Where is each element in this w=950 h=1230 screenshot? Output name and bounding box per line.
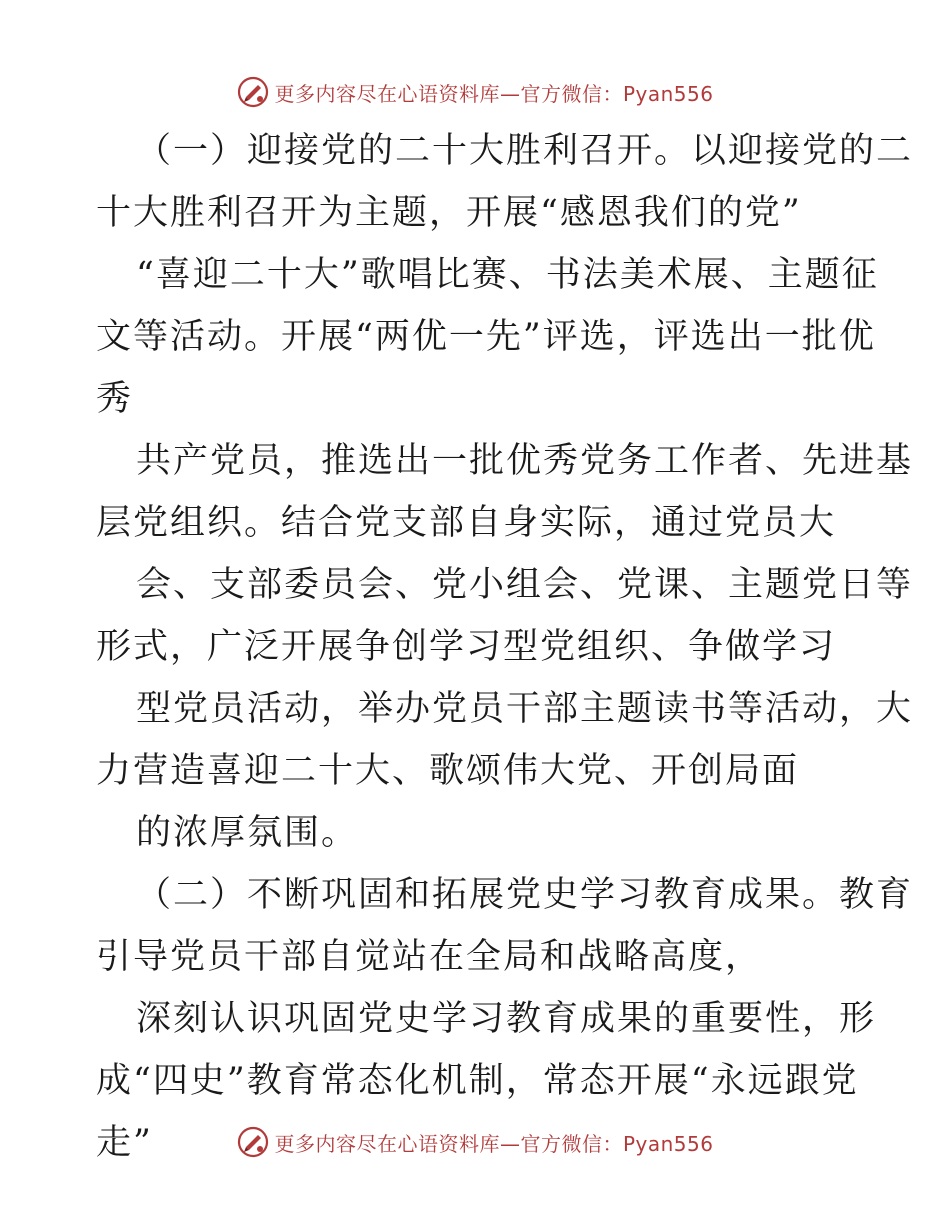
body-line-9: 形式，广泛开展争创学习型党组织、争做学习	[96, 627, 837, 667]
body-line-1: （一）迎接党的二十大胜利召开。以迎接党的二	[136, 131, 914, 171]
body-line-4: 文等活动。开展“两优一先”评选，评选出一批优	[96, 317, 876, 357]
body-line-16: 成“四史”教育常态化机制，常态开展“永远跟党	[96, 1061, 859, 1101]
body-line-14: 引导党员干部自觉站在全局和战略高度，	[96, 937, 763, 977]
body-line-2: 十大胜利召开为主题，开展“感恩我们的党”	[96, 193, 802, 233]
body-line-8: 会、支部委员会、党小组会、党课、主题党日等	[136, 565, 914, 605]
document-body	[96, 120, 914, 1174]
body-line-10: 型党员活动，举办党员干部主题读书等活动，大	[136, 689, 914, 729]
body-line-6: 共产党员，推选出一批优秀党务工作者、先进基	[136, 441, 914, 481]
body-line-15: 深刻认识巩固党史学习教育成果的重要性，形	[136, 999, 877, 1039]
header-watermark-banner	[0, 72, 950, 112]
pen-heart-logo-icon	[236, 75, 270, 109]
body-line-5: 秀	[96, 379, 134, 419]
header-watermark-text: 更多内容尽在心语资料库—官方微信：Pyan556	[274, 81, 714, 106]
body-line-17: 走”	[96, 1123, 153, 1163]
body-line-3: “喜迎二十大”歌唱比赛、书法美术展、主题征	[136, 255, 879, 295]
pen-heart-logo-icon	[236, 1125, 270, 1159]
footer-watermark-banner	[0, 1122, 950, 1162]
body-line-13: （二）不断巩固和拓展党史学习教育成果。教育	[136, 875, 914, 915]
body-line-12: 的浓厚氛围。	[136, 813, 359, 853]
footer-watermark-text: 更多内容尽在心语资料库—官方微信：Pyan556	[274, 1131, 714, 1156]
body-line-7: 层党组织。结合党支部自身实际，通过党员大	[96, 503, 837, 543]
body-line-11: 力营造喜迎二十大、歌颂伟大党、开创局面	[96, 751, 800, 791]
